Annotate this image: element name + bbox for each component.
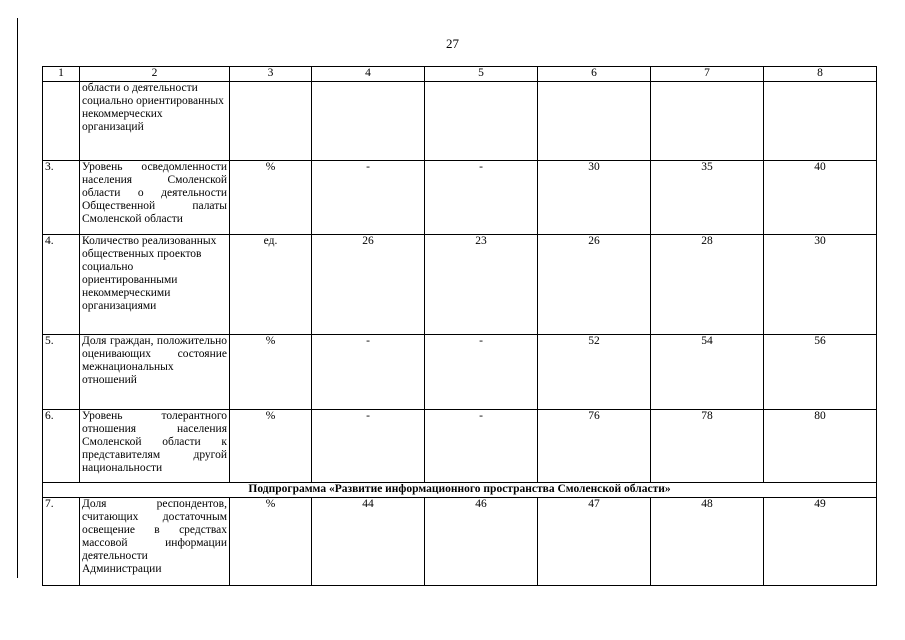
- indicator-name-cell: Уровень осведомленности населения Смоленской области о деятельности Общественной палаты Смоленской области: [80, 161, 230, 235]
- table-row: [43, 498, 877, 586]
- value-cell: [538, 82, 651, 161]
- value-cell: -: [312, 335, 425, 410]
- value-cell: 78: [651, 410, 764, 483]
- value-cell: 47: [538, 498, 651, 586]
- value-cell: 54: [651, 335, 764, 410]
- row-number-cell: 5.: [43, 335, 80, 410]
- table-row: [43, 161, 877, 235]
- value-cell: 80: [764, 410, 877, 483]
- row-number-cell: 4.: [43, 235, 80, 335]
- value-cell: 30: [538, 161, 651, 235]
- unit-cell: %: [230, 410, 312, 483]
- column-number-4: 4: [312, 67, 425, 82]
- column-number-2: 2: [80, 67, 230, 82]
- row-number-cell: [43, 82, 80, 161]
- page-number: 27: [446, 36, 459, 51]
- subprogram-section-row: [43, 483, 877, 498]
- value-cell: 56: [764, 335, 877, 410]
- column-number-3: 3: [230, 67, 312, 82]
- value-cell: [312, 82, 425, 161]
- unit-cell: [230, 82, 312, 161]
- indicator-name-cell: Доля респондентов, считающих достаточным освещение в средствах массовой информации деятельности Администрации: [80, 498, 230, 586]
- indicator-name-cell: области о деятельности социально ориентированных некоммерческих организаций: [80, 82, 230, 161]
- value-cell: -: [425, 335, 538, 410]
- value-cell: [764, 82, 877, 161]
- table-row-continued: [43, 82, 877, 161]
- column-number-1: 1: [43, 67, 80, 82]
- value-cell: 46: [425, 498, 538, 586]
- table-header-row: [43, 67, 877, 82]
- value-cell: 35: [651, 161, 764, 235]
- value-cell: -: [425, 410, 538, 483]
- row-number-cell: 3.: [43, 161, 80, 235]
- value-cell: 30: [764, 235, 877, 335]
- indicator-name-cell: Доля граждан, положительно оценивающих состояние межнациональных отношений: [80, 335, 230, 410]
- value-cell: 49: [764, 498, 877, 586]
- value-cell: [651, 82, 764, 161]
- value-cell: 23: [425, 235, 538, 335]
- table-row: [43, 335, 877, 410]
- unit-cell: %: [230, 335, 312, 410]
- row-number-cell: 6.: [43, 410, 80, 483]
- value-cell: [425, 82, 538, 161]
- subprogram-title: Подпрограмма «Развитие информационного пространства Смоленской области»: [43, 483, 877, 498]
- row-number-cell: 7.: [43, 498, 80, 586]
- unit-cell: %: [230, 498, 312, 586]
- value-cell: 44: [312, 498, 425, 586]
- value-cell: 28: [651, 235, 764, 335]
- unit-cell: %: [230, 161, 312, 235]
- value-cell: -: [312, 410, 425, 483]
- unit-cell: ед.: [230, 235, 312, 335]
- indicator-name-cell: Количество реализованных общественных проектов социально ориентированными некоммерческими организациями: [80, 235, 230, 335]
- column-number-5: 5: [425, 67, 538, 82]
- indicators-table: [42, 66, 877, 586]
- indicator-name-cell: Уровень толерантного отношения населения Смоленской области к представителям другой национальности: [80, 410, 230, 483]
- left-margin-rule: [17, 18, 18, 578]
- value-cell: 26: [312, 235, 425, 335]
- column-number-7: 7: [651, 67, 764, 82]
- value-cell: -: [425, 161, 538, 235]
- column-number-8: 8: [764, 67, 877, 82]
- value-cell: 76: [538, 410, 651, 483]
- value-cell: 40: [764, 161, 877, 235]
- value-cell: -: [312, 161, 425, 235]
- column-number-6: 6: [538, 67, 651, 82]
- value-cell: 26: [538, 235, 651, 335]
- value-cell: 48: [651, 498, 764, 586]
- table-row: [43, 235, 877, 335]
- table-row: [43, 410, 877, 483]
- value-cell: 52: [538, 335, 651, 410]
